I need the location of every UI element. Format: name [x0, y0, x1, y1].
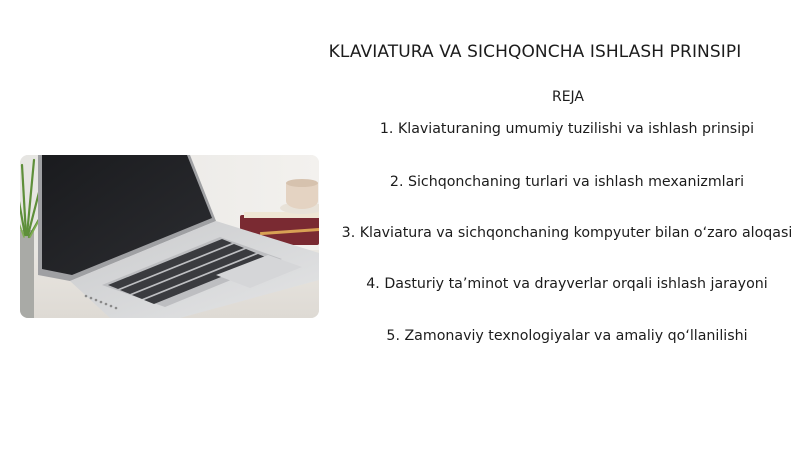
plan-item-5: 5. Zamonaviy texnologiyalar va amaliy qo‘llanilishi: [386, 328, 748, 344]
plan-item-2: 2. Sichqonchaning turlari va ishlash mexanizmlari: [389, 174, 745, 190]
plan-item-3: 3. Klaviatura va sichqonchaning kompyuter bilan o‘zaro aloqasi: [341, 225, 793, 241]
slide-title: KLAVIATURA VA SICHQONCHA ISHLASH PRINSIPI: [328, 42, 742, 62]
laptop-photo: [20, 155, 319, 318]
plan-heading: REJA: [551, 89, 585, 105]
plan-item-1: 1. Klaviaturaning umumiy tuzilishi va ishlash prinsipi: [379, 121, 755, 137]
plan-item-4: 4. Dasturiy ta’minot va drayverlar orqali ishlash jarayoni: [366, 276, 768, 292]
